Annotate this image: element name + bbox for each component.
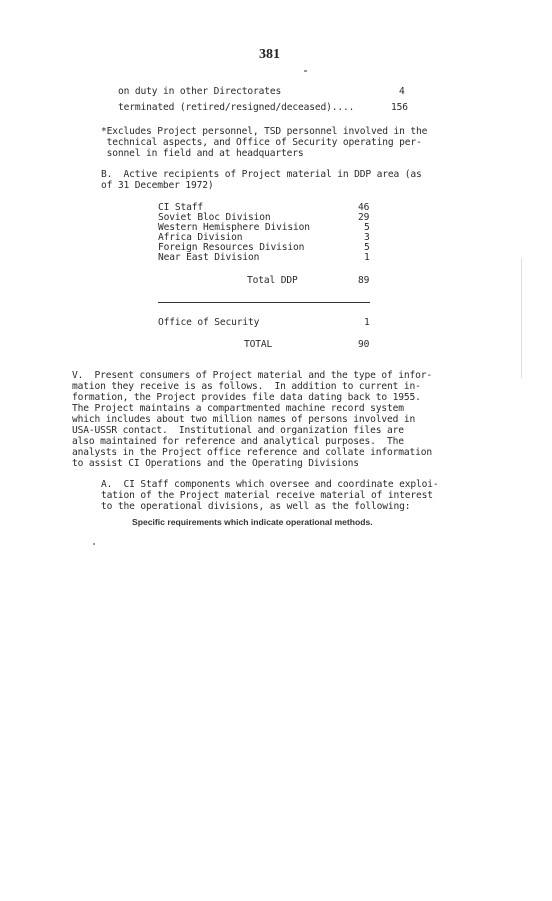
section-a-line: tation of the Project material receive material of interest: [101, 490, 433, 501]
recipient-name: CI Staff: [158, 202, 204, 213]
section-v-line: V. Present consumers of Project material and the type of infor-: [72, 370, 433, 381]
scan-speck: [93, 543, 95, 545]
section-b-heading: B. Active recipients of Project material in DDP area (as: [101, 169, 422, 180]
footnote-line: sonnel in field and at headquarters: [101, 148, 304, 159]
recipient-name: Near East Division: [158, 252, 260, 263]
section-a-line: A. CI Staff components which oversee and coordinate exploi-: [101, 479, 439, 490]
recipient-count: 46: [358, 202, 370, 213]
section-v-line: mation they receive is as follows. In addition to current in-: [72, 381, 421, 392]
recipient-name: Soviet Bloc Division: [158, 212, 271, 223]
footnote-line: technical aspects, and Office of Security operating per-: [101, 137, 422, 148]
scan-speck: [304, 70, 307, 72]
total-ddp-value: 89: [358, 275, 370, 286]
section-v-line: analysts in the Project office reference and collate information: [72, 447, 433, 458]
section-v-line: which includes about two million names of persons involved in: [72, 414, 416, 425]
recipient-count: 1: [364, 252, 370, 263]
recipient-count: 5: [364, 242, 370, 253]
on-duty-label: on duty in other Directorates: [118, 86, 282, 97]
office-security-label: Office of Security: [158, 317, 260, 328]
recipient-name: Western Hemisphere Division: [158, 222, 310, 233]
recipient-count: 5: [364, 222, 370, 233]
terminated-label: terminated (retired/resigned/deceased)....: [118, 102, 355, 113]
grand-total-value: 90: [358, 339, 370, 350]
footnote-line: *Excludes Project personnel, TSD personnel involved in the: [101, 126, 428, 137]
on-duty-value: 4: [399, 86, 405, 97]
grand-total-label: TOTAL: [244, 339, 273, 350]
scan-edge-mark: [521, 258, 522, 378]
recipient-name: Africa Division: [158, 232, 243, 243]
recipient-count: 29: [358, 212, 370, 223]
section-v-line: USA-USSR contact. Institutional and organization files are: [72, 425, 404, 436]
terminated-value: 156: [391, 102, 408, 113]
section-v-line: formation, the Project provides file data dating back to 1955.: [72, 392, 421, 403]
specific-requirements-note: Specific requirements which indicate operational methods.: [132, 517, 373, 527]
recipient-count: 3: [364, 232, 370, 243]
section-v-line: to assist CI Operations and the Operating Divisions: [72, 458, 359, 469]
section-v-line: also maintained for reference and analytical purposes. The: [72, 436, 404, 447]
section-a-line: to the operational divisions, as well as the following:: [101, 501, 411, 512]
page-number: 381: [259, 47, 280, 62]
section-v-line: The Project maintains a compartmented machine record system: [72, 403, 404, 414]
office-security-value: 1: [364, 317, 370, 328]
divider-line: [158, 302, 370, 303]
section-b-heading: of 31 December 1972): [101, 180, 214, 191]
total-ddp-label: Total DDP: [247, 275, 298, 286]
recipient-name: Foreign Resources Division: [158, 242, 305, 253]
